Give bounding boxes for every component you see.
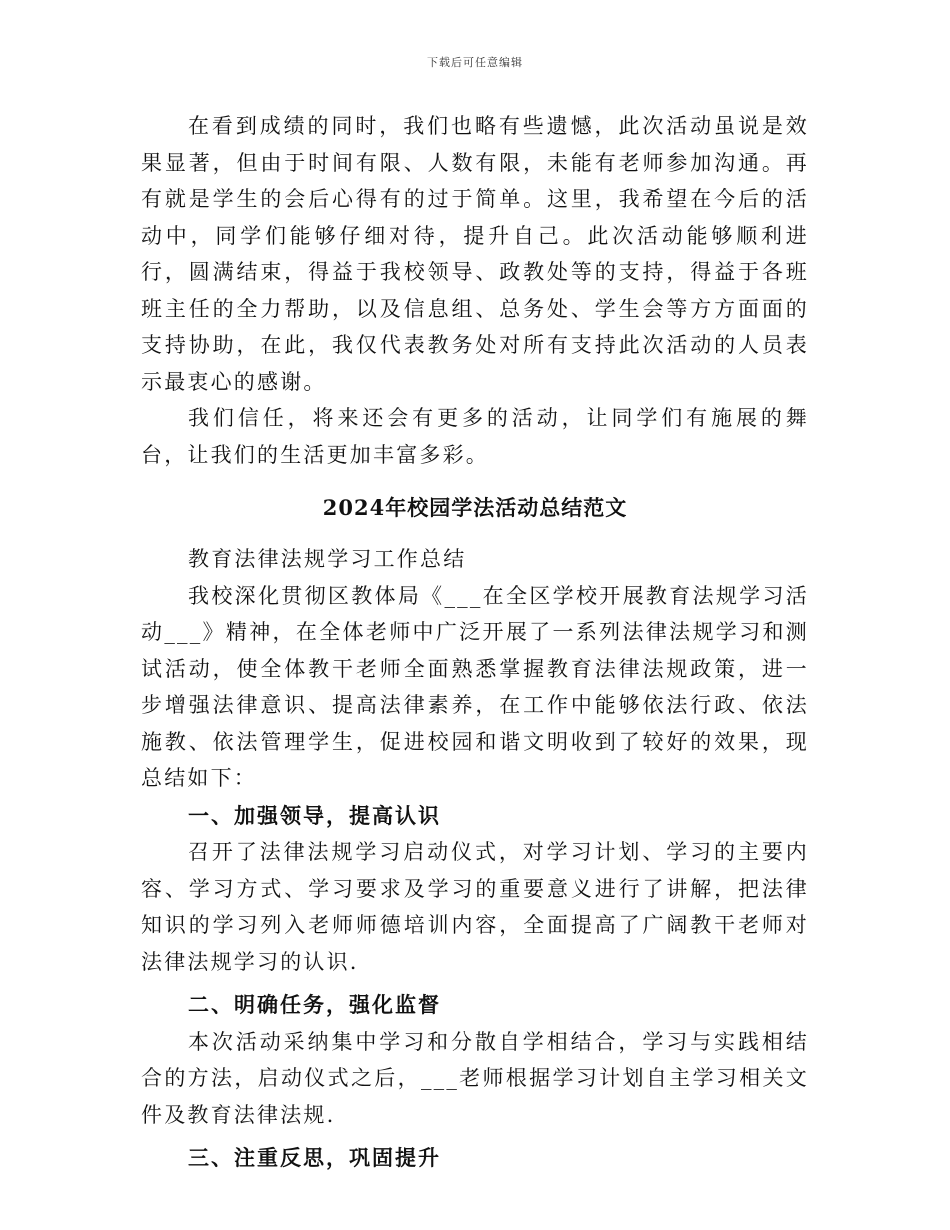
document-subtitle: 教育法律法规学习工作总结 bbox=[188, 547, 467, 571]
intro-paragraph-1: 在看到成绩的同时，我们也略有些遗憾，此次活动虽说是效果显著，但由于时间有限、人数有限，未能有老师参加沟通。再有就是学生的会后心得有的过于简单。这里，我希望在今后的活动中，同学们能够仔细对待，提升自己。此次活动能够顺利进行，圆满结束，得益于我校领导、政教处等的支持，得益于各班班主任的全力帮助，以及信息组、总务处、学生会等方方面面的支持协助，在此，我仅代表教务处对所有支持此次活动的人员表示最衷心的感谢。 bbox=[141, 114, 809, 394]
header-note: 下载后可任意编辑 bbox=[427, 56, 523, 69]
intro-paragraph-2: 我们信任，将来还会有更多的活动，让同学们有施展的舞台，让我们的生活更加丰富多彩。 bbox=[141, 406, 809, 467]
section-heading-3: 三、注重反思，巩固提升 bbox=[188, 1145, 441, 1170]
document-body bbox=[141, 108, 809, 1177]
section-body-1: 召开了法律法规学习启动仪式，对学习计划、学习的主要内容、学习方式、学习要求及学习的重要意义进行了讲解，把法律知识的学习列入老师师德培训内容，全面提高了广阔教干老师对法律法规学习的认识. bbox=[141, 840, 809, 974]
document-title: 2024年校园学法活动总结范文 bbox=[322, 495, 628, 520]
section-heading-2: 二、明确任务，强化监督 bbox=[188, 992, 441, 1017]
section-body-2: 本次活动采纳集中学习和分散自学相结合，学习与实践相结合的方法，启动仪式之后，___老师根据学习计划自主学习相关文件及教育法律法规. bbox=[141, 1029, 809, 1127]
section-heading-1: 一、加强领导，提高认识 bbox=[188, 802, 441, 828]
opening-paragraph: 我校深化贯彻区教体局《___在全区学校开展教育法规学习活动___》精神，在全体老师中广泛开展了一系列法律法规学习和测试活动，使全体教干老师全面熟悉掌握教育法律法规政策，进一步增强法律意识、提高法律素养，在工作中能够依法行政、依法施教、依法管理学生，促进校园和谐文明收到了较好的效果，现总结如下： bbox=[141, 583, 809, 790]
